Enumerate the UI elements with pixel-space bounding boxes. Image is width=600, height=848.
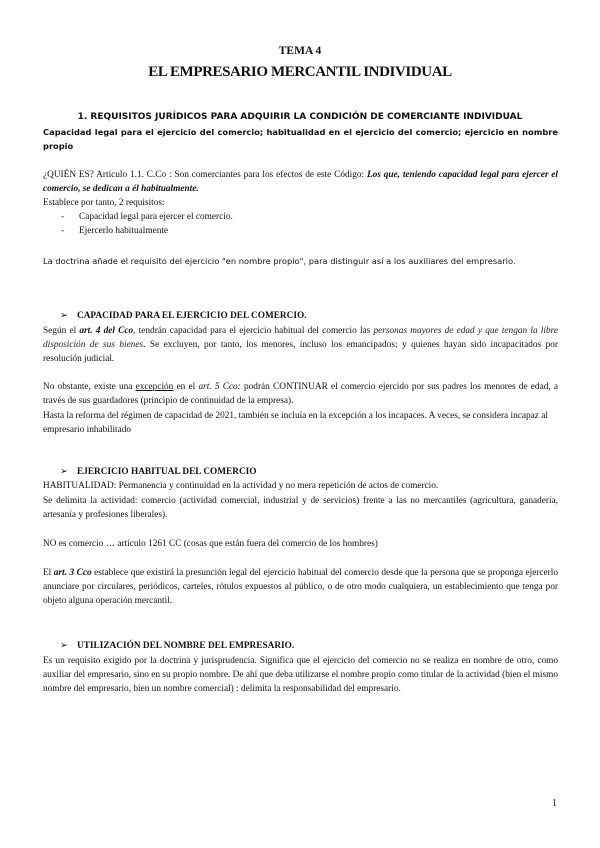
who-question-text: ¿QUIÉN ES? Artículo 1.1. C.Co : Son comerciantes para los efectos de este Código: [43,170,367,180]
doctrine-paragraph: La doctrina añade el requisito del ejercicio "en nombre propio", para distinguir así a los auxiliares del empresario. [43,256,516,266]
habitual-paragraph-4: El art. 3 Cco establece que existirá la presunción legal del ejercicio habitual del comercio desde que la persona que se proponga ejercerlo anunciare por circulares, periódicos, carteles, rótulos expuestos al público, o de otro modo cualquiera, un establecimiento que tenga por objeto alguna operación mercantil. [43,568,558,607]
habitual-paragraph-3: NO es comercio … artículo 1261 CC (cosas que están fuera del comercio de los hombres) [43,539,378,549]
page-title: EL EMPRESARIO MERCANTIL INDIVIDUAL [148,64,452,80]
requirements-list [43,210,558,238]
who-is-paragraph [43,168,558,196]
section-1-heading: 1. REQUISITOS JURÍDICOS PARA ADQUIRIR LA CONDICIÓN DE COMERCIANTE INDIVIDUAL [77,112,523,122]
page-number: 1 [552,798,557,809]
exception-term: excepción [135,382,174,392]
arrowhead-bullet-icon: ➢ [60,311,68,321]
arrowhead-bullet-icon: ➢ [60,641,68,651]
capacity-heading: ➢ CAPACIDAD PARA EL EJERCICIO DEL COMERCIO. [60,311,307,321]
habitual-heading: ➢ EJERCICIO HABITUAL DEL COMERCIO [60,467,257,477]
section-1-summary: Capacidad legal para el ejercicio del comercio; habitualidad en el ejercicio del comercio; ejercicio en nombre propio [43,127,558,152]
name-use-paragraph: Es un requisito exigido por la doctrina y jurisprudencia. Significa que el ejercicio del comercio no se realiza en nombre de otro, como auxiliar del empresario, sino en su propio nombre. De ahí que deba utilizarse el nombre propio como titular de la actividad (bien el mismo nombre del empresario, bien un nombre comercial) : delimita la responsabilidad del empresario. [43,656,558,695]
article-5-reference: art. 5 Cco: [198,382,241,392]
capacity-paragraph-1: Según el art. 4 del Cco, tendrán capacidad para el ejercicio habitual del comercio las personas mayores de edad y que tengan la libre disposición de sus bienes. Se excluyen, por tanto, los menores, incluso los emancipados; y quienes hayan sido incapacitados por resolución judicial. [43,326,559,365]
adult-persons-quote: personas mayores de edad y que tengan la libre disposición de sus bienes [43,326,559,351]
topic-label: TEMA 4 [278,45,322,57]
list-item: - Capacidad legal para ejercer el comercio. [61,212,233,222]
requirements-intro: Establece por tanto, 2 requisitos: [43,198,165,208]
habitual-paragraph-2: Se delimita la actividad: comercio (actividad comercial, industrial y de servicios) frente a las no mercantiles (agricultura, ganadería, artesanía y profesiones liberales). [43,496,558,521]
habitual-paragraph-1: HABITUALIDAD: Permanencia y continuidad en la actividad y no mera repetición de actos de comercio. [43,481,439,491]
capacity-paragraph-2: No obstante, existe una excepción en el art. 5 Cco: podrán CONTINUAR el comercio ejercido por sus padres los menores de edad, a través de sus guardadores (principio de continuidad de la empresa). [43,382,559,407]
article-1-quote: Los que, teniendo capacidad legal para ejercer el comercio, se dedican a él habitualmente. [43,170,558,195]
capacity-paragraph-3: Hasta la reforma del régimen de capacidad de 2021, también se incluía en la excepción a los incapaces. A veces, se considera incapaz al empresario inhabilitado [43,411,548,436]
article-4-reference: art. 4 del Cco [79,326,134,336]
name-use-heading: ➢ UTILIZACIÓN DEL NOMBRE DEL EMPRESARIO. [60,641,295,651]
article-3-reference: art. 3 Cco [53,568,92,578]
list-item: - Ejercerlo habitualmente [61,226,169,237]
arrowhead-bullet-icon: ➢ [60,467,68,477]
